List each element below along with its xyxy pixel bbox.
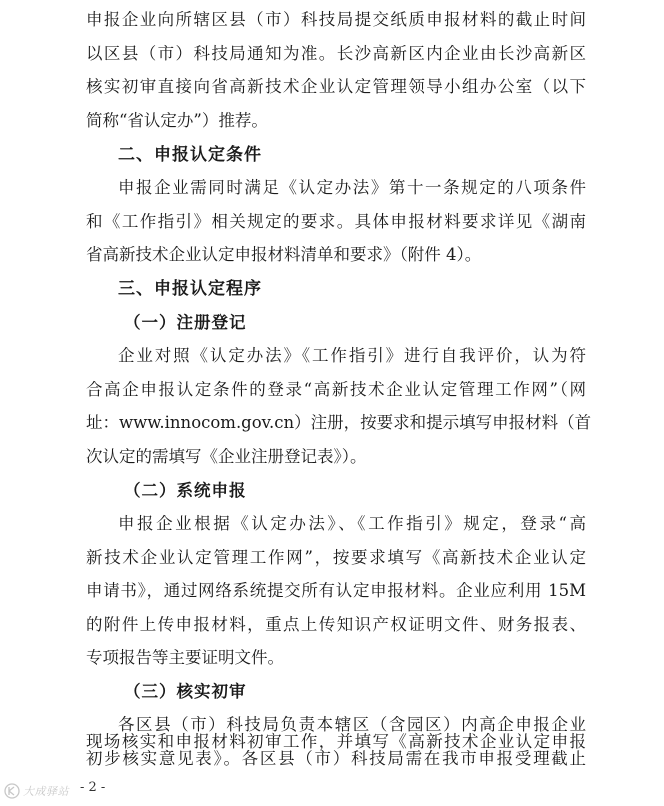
p1-line-2: 以区县（市）科技局通知为准。长沙高新区内企业由长沙高新区	[86, 44, 586, 63]
subheading-registration: （一）注册登记	[124, 313, 247, 332]
p5-line-1: 各区县（市）科技局负责本辖区（含园区）内高企申报企业	[118, 715, 586, 734]
subheading-system-application: （二）系统申报	[124, 481, 247, 500]
p1-line-4: 简称“省认定办”）推荐。	[86, 111, 268, 130]
p4-line-2: 新技术企业认定管理工作网”，按要求填写《高新技术企业认定	[86, 548, 586, 567]
watermark-text: 大成驿站	[23, 785, 69, 798]
p2-line-3: 省高新技术企业认定申报材料清单和要求》（附件 4）。	[86, 245, 482, 264]
p1-line-1: 申报企业向所辖区县（市）科技局提交纸质申报材料的截止时间	[86, 10, 586, 29]
p3-line-2: 合高企申报认定条件的登录“高新技术企业认定管理工作网”（网	[86, 380, 586, 399]
p2-line-1: 申报企业需同时满足《认定办法》第十一条规定的八项条件	[118, 178, 586, 197]
section-heading-conditions: 二、申报认定条件	[118, 145, 262, 165]
p1-line-3: 核实初审直接向省高新技术企业认定管理领导小组办公室（以下	[86, 77, 586, 96]
p4-line-4: 的附件上传申报材料，重点上传知识产权证明文件、财务报表、	[86, 615, 586, 634]
section-heading-procedure: 三、申报认定程序	[118, 279, 262, 299]
p4-line-3: 申请书》，通过网络系统提交所有认定申报材料。企业应利用 15M	[86, 581, 586, 600]
p4-line-1: 申报企业根据《认定办法》、《工作指引》规定，登录“高	[118, 514, 586, 533]
p2-line-2: 和《工作指引》相关规定的要求。具体申报材料要求详见《湖南	[86, 212, 586, 231]
p3-line-1: 企业对照《认定办法》《工作指引》进行自我评价，认为符	[118, 346, 586, 365]
p4-line-5: 专项报告等主要证明文件。	[86, 648, 284, 667]
watermark	[4, 780, 69, 802]
p3-line-3: 址：www.innocom.gov.cn）注册，按要求和提示填写申报材料（首	[86, 413, 592, 432]
watermark-logo-icon	[4, 783, 20, 799]
p3-line-4: 次认定的需填写《企业注册登记表》）。	[86, 447, 367, 466]
p5-line-2: 现场核实和申报材料初审工作，并填写《高新技术企业认定申报	[86, 732, 586, 751]
p5-line-3: 初步核实意见表》。各区县（市）科技局需在我市申报受理截止	[86, 749, 586, 768]
page-number: - 2 -	[80, 780, 106, 795]
subheading-preliminary-review: （三）核实初审	[124, 682, 247, 701]
